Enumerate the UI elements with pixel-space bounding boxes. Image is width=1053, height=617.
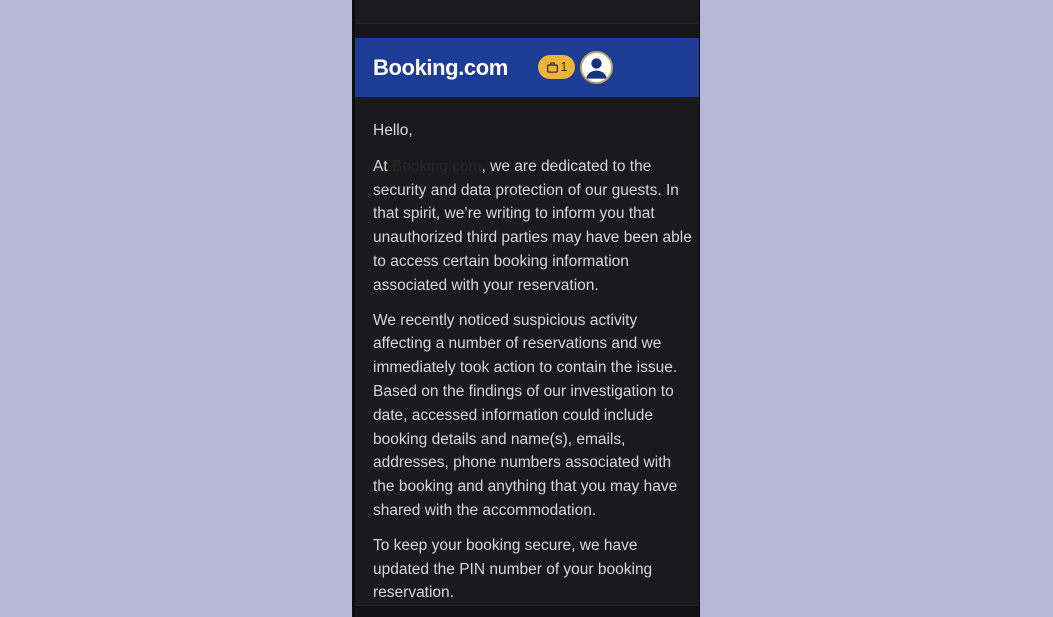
paragraph-line: updated the PIN number of your booking [373, 560, 653, 578]
topbar-divider [355, 23, 699, 38]
briefcase-icon [546, 61, 559, 74]
paragraph-line: date, accessed information could include [373, 406, 654, 424]
trips-count: 1 [560, 59, 568, 74]
text-run: , we are dedicated to the [481, 157, 652, 175]
email-client-topbar [355, 0, 699, 38]
paragraph-line: addresses, phone numbers associated with [373, 454, 672, 472]
paragraph-line: associated with your reservation. [373, 276, 599, 294]
paragraph-line: Based on the findings of our investigation to [373, 382, 674, 400]
paragraph-line: reservation. [373, 584, 454, 602]
paragraph-incident-details [373, 309, 681, 523]
email-body [355, 97, 699, 605]
trips-badge[interactable] [538, 55, 575, 79]
paragraph-line: immediately took action to contain the issue. [373, 359, 678, 377]
paragraph-line: security and data protection of our guests. In [373, 181, 679, 199]
booking-header [355, 38, 699, 97]
paragraph-line: affecting a number of reservations and we [373, 335, 662, 353]
paragraph-pin-update [373, 534, 681, 605]
booking-com-link[interactable]: Booking.com [391, 157, 482, 175]
booking-logo[interactable]: Booking.com [373, 54, 508, 80]
paragraph-line: booking details and name(s), emails, [373, 430, 626, 448]
bottom-bar [355, 605, 699, 617]
text-run: At [373, 157, 392, 175]
paragraph-security-notice [373, 155, 692, 298]
paragraph-line: the booking and anything that you may have [373, 478, 678, 496]
paragraph-line: unauthorized third parties may have been able [373, 229, 692, 247]
paragraph-line: We recently noticed suspicious activity [373, 311, 638, 329]
profile-avatar[interactable] [580, 51, 613, 84]
paragraph-line: shared with the accommodation. [373, 501, 597, 519]
user-icon [582, 53, 611, 82]
phone-screenshot [352, 0, 700, 617]
greeting: Hello, [373, 122, 413, 139]
paragraph-line [373, 155, 681, 179]
paragraph-line: to access certain booking information [373, 252, 629, 270]
paragraph-line: To keep your booking secure, we have [373, 536, 638, 554]
paragraph-line: that spirit, we’re writing to inform you that [373, 205, 655, 223]
